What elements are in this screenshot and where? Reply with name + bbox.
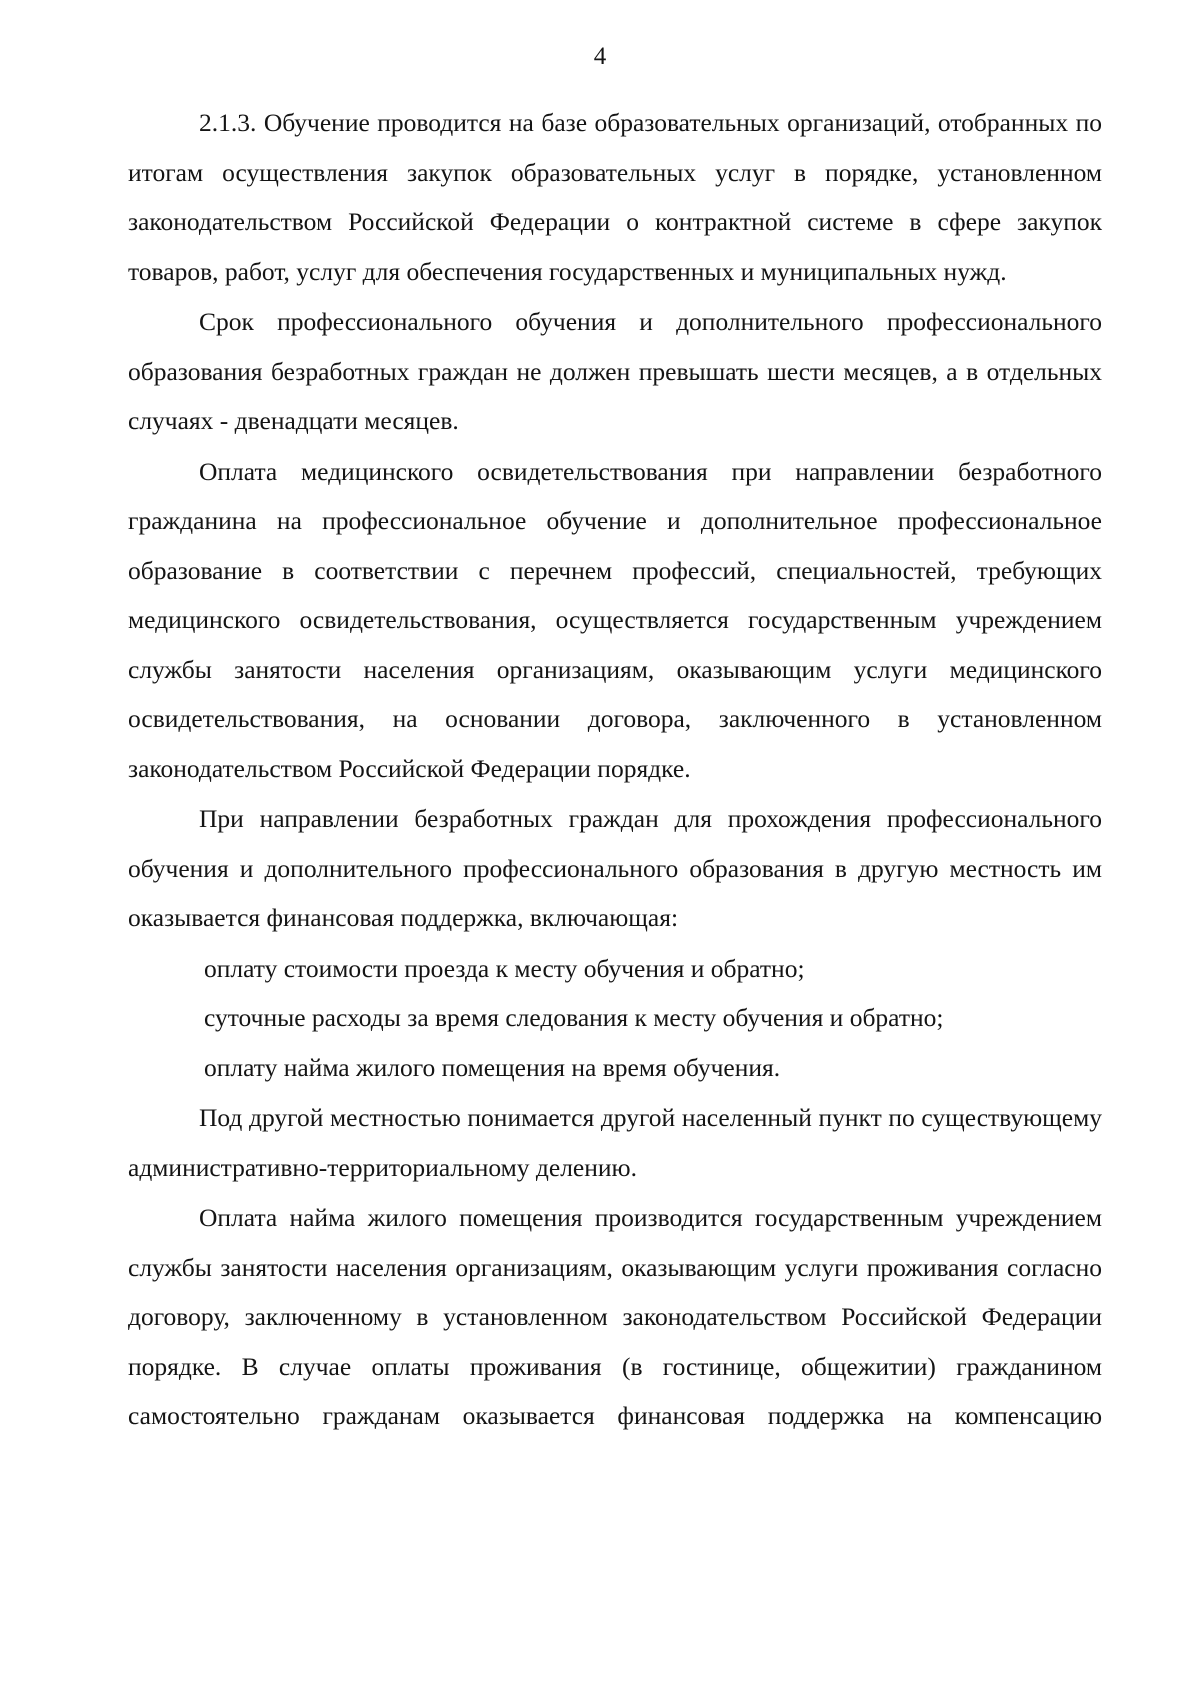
list-item-housing: оплату найма жилого помещения на время обучения. — [204, 1052, 781, 1082]
paragraph-training-duration: Срок профессионального обучения и дополнительного профессионального образования безработных граждан не должен превышать шести месяцев, а в отдельных случаях - двенадцати месяцев. — [128, 307, 1102, 435]
paragraph-other-locality: Под другой местностью понимается другой населенный пункт по существующему административно-территориальному делению. — [128, 1103, 1102, 1182]
paragraph-financial-support: При направлении безработных граждан для прохождения профессионального обучения и дополнительного профессионального образования в другую местность им оказывается финансовая поддержка, включающая: — [128, 804, 1102, 932]
paragraph-medical-examination: Оплата медицинского освидетельствования при направлении безработного гражданина на профессиональное обучение и дополнительное профессиональное образование в соответствии с перечнем профессий, специальностей, требующих медицинского освидетельствования, осуществляется государственным учреждением службы занятости населения организациям, оказывающим услуги медицинского освидетельствования, на основании договора, заключенного в установленном законодательством Российской Федерации порядке. — [128, 456, 1102, 783]
list-item-daily-expenses: суточные расходы за время следования к месту обучения и обратно; — [204, 1003, 944, 1032]
paragraph-housing-payment: Оплата найма жилого помещения производится государственным учреждением службы занятости населения организациям, оказывающим услуги проживания согласно договору, заключенному в установленном законодательством Российской Федерации порядке. В случае оплаты проживания (в гостинице, общежитии) гражданином самостоятельно гражданам оказывается финансовая поддержка на компенсацию — [128, 1203, 1102, 1430]
list-item-travel: оплату стоимости проезда к месту обучения и обратно; — [204, 953, 805, 983]
document-body — [128, 98, 1102, 1441]
paragraph-2-1-3: 2.1.3. Обучение проводится на базе образовательных организаций, отобранных по итогам осуществления закупок образовательных услуг в порядке, установленном законодательством Российской Федерации о контрактной системе в сфере закупок товаров, работ, услуг для обеспечения государственных и муниципальных нужд. — [128, 108, 1102, 286]
page-number: 4 — [593, 43, 607, 70]
